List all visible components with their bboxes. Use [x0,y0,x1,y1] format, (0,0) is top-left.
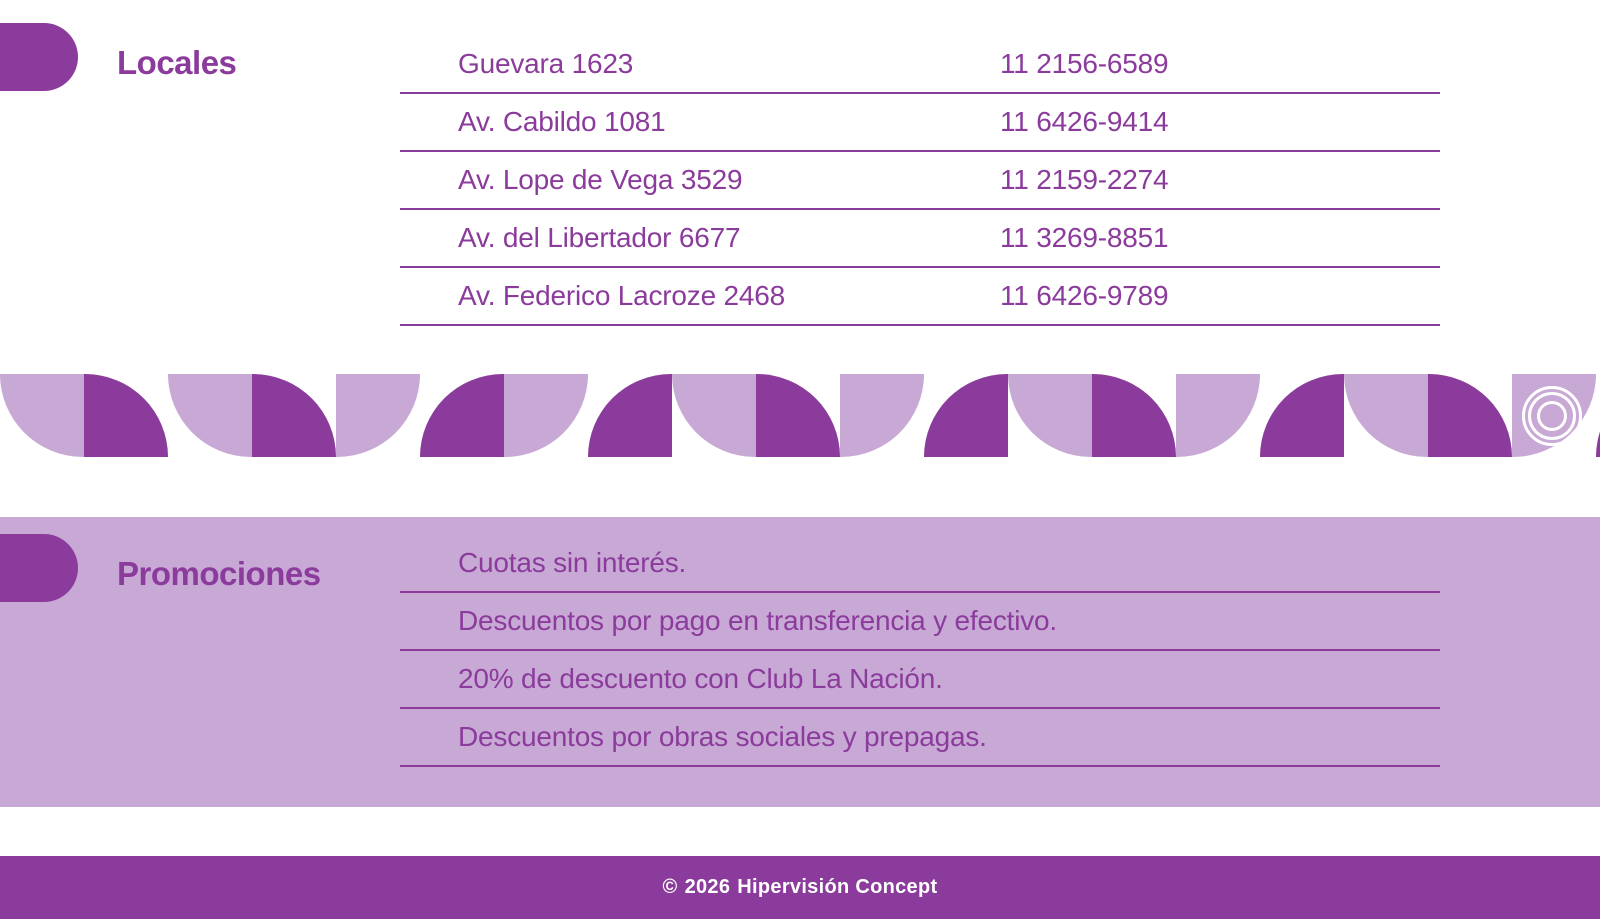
promo-text: 20% de descuento con Club La Nación. [458,663,943,694]
copyright-year: 2026 [684,876,731,898]
section-locales [0,0,1600,368]
company-name: Hipervisión Concept [737,876,938,898]
scallop-tile [504,374,588,457]
local-phone: 11 2159-2274 [1000,164,1169,195]
list-item [400,535,1440,593]
promociones-list [400,535,1440,767]
table-row [400,268,1440,326]
list-item [400,593,1440,651]
list-item [400,651,1440,709]
scallop-tile [840,374,924,457]
section-promociones [0,517,1600,807]
local-address: Av. Lope de Vega 3529 [458,164,743,195]
scallop-tile [1428,374,1512,457]
table-row [400,152,1440,210]
copyright-line [663,876,938,899]
section-tab-marker-promociones [0,534,78,602]
local-address: Av. del Libertador 6677 [458,222,741,253]
scallop-tile [252,374,336,457]
scallop-tile [756,374,840,457]
scallop-tile [1176,374,1260,457]
scallop-tile [924,374,1008,457]
scallop-tile [420,374,504,457]
scallop-tile [1596,374,1600,457]
decorative-scallop-band [0,374,1600,457]
list-item [400,709,1440,767]
local-address: Av. Federico Lacroze 2468 [458,280,786,311]
local-address: Av. Cabildo 1081 [458,106,666,137]
scallop-tile [1260,374,1344,457]
scallop-tile [1008,374,1092,457]
scallop-tile [1344,374,1428,457]
scallop-tile [84,374,168,457]
section-title-promociones: Promociones [117,555,321,592]
scallop-tile [168,374,252,457]
table-row [400,36,1440,94]
local-phone: 11 6426-9789 [1000,280,1169,311]
local-phone: 11 2156-6589 [1000,48,1169,79]
promo-text: Cuotas sin interés. [458,547,687,578]
concentric-rings-icon [1522,386,1582,446]
section-title-locales: Locales [117,44,237,81]
scallop-pattern [0,374,1600,457]
local-address: Guevara 1623 [458,48,634,79]
page-footer [0,856,1600,919]
local-phone: 11 3269-8851 [1000,222,1169,253]
promo-text: Descuentos por obras sociales y prepagas. [458,721,987,752]
copyright-symbol: © [662,876,678,898]
scallop-tile [1092,374,1176,457]
scallop-tile [588,374,672,457]
section-tab-marker-locales [0,23,78,91]
promo-text: Descuentos por pago en transferencia y efectivo. [458,605,1057,636]
scallop-tile [672,374,756,457]
table-row [400,210,1440,268]
scallop-tile [0,374,84,457]
table-row [400,94,1440,152]
locales-table [400,36,1440,326]
local-phone: 11 6426-9414 [1000,106,1169,137]
scallop-tile [336,374,420,457]
